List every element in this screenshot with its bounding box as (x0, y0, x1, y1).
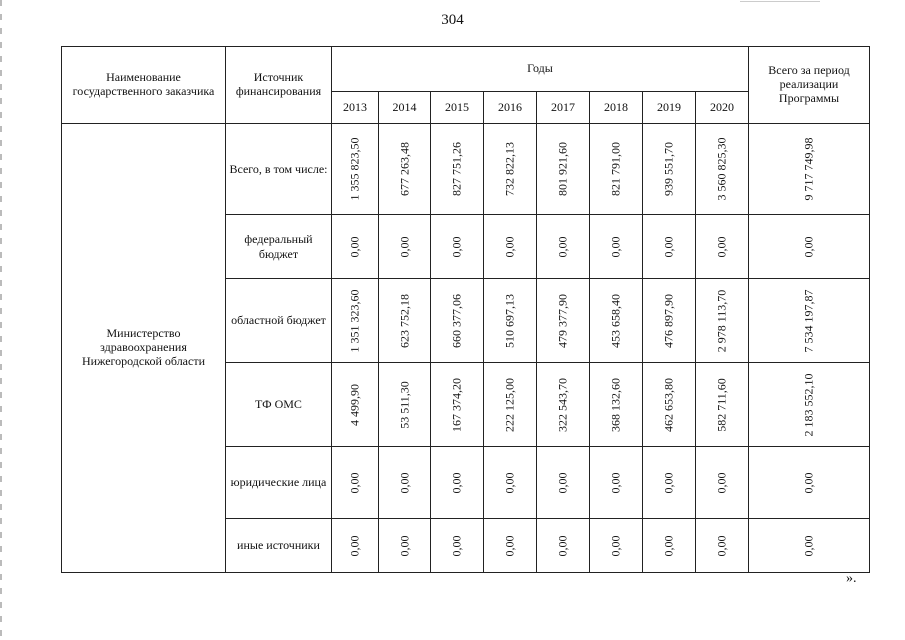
value-cell-2018 (590, 279, 643, 363)
value-text: 0,00 (449, 535, 464, 556)
value-cell-2015 (431, 215, 484, 279)
value-text: 368 132,60 (608, 377, 623, 432)
value-cell-2015 (431, 447, 484, 519)
value-text: 0,00 (449, 472, 464, 493)
value-text: 53 511,30 (397, 380, 411, 429)
value-text: 821 791,00 (608, 142, 623, 196)
value-cell-2014 (379, 519, 431, 573)
funding-source-cell: ТФ ОМС (226, 363, 332, 447)
value-cell-2014 (379, 124, 431, 215)
header-year-2015: 2015 (431, 92, 484, 124)
value-text: 476 897,90 (661, 293, 676, 348)
total-text: 0,00 (801, 472, 816, 493)
value-text: 0,00 (502, 472, 517, 493)
value-text: 623 752,18 (397, 293, 411, 348)
total-cell (749, 519, 870, 573)
value-cell-2015 (431, 519, 484, 573)
value-text: 3 560 825,30 (714, 137, 729, 201)
funding-source-cell: иные источники (226, 519, 332, 573)
value-cell-2017 (537, 363, 590, 447)
value-cell-2017 (537, 215, 590, 279)
value-text: 453 658,40 (608, 293, 623, 348)
value-cell-2013 (332, 215, 379, 279)
funding-source-cell: областной бюджет (226, 279, 332, 363)
value-text: 0,00 (502, 535, 517, 556)
value-cell-2013 (332, 519, 379, 573)
value-cell-2014 (379, 447, 431, 519)
value-cell-2018 (590, 447, 643, 519)
value-cell-2020 (696, 124, 749, 215)
value-text: 0,00 (502, 236, 517, 257)
value-cell-2016 (484, 519, 537, 573)
value-text: 0,00 (347, 535, 362, 556)
value-cell-2015 (431, 363, 484, 447)
header-year-2020: 2020 (696, 92, 749, 124)
value-cell-2019 (643, 215, 696, 279)
value-text: 0,00 (397, 236, 411, 257)
value-cell-2016 (484, 363, 537, 447)
value-text: 2 978 113,70 (714, 289, 729, 352)
total-cell (749, 447, 870, 519)
value-cell-2013 (332, 124, 379, 215)
total-cell (749, 215, 870, 279)
budget-table-wrapper (61, 46, 870, 573)
value-text: 827 751,26 (449, 142, 464, 196)
value-text: 1 355 823,50 (347, 137, 362, 201)
header-year-2017: 2017 (537, 92, 590, 124)
value-cell-2018 (590, 124, 643, 215)
value-text: 167 374,20 (449, 377, 464, 432)
value-cell-2016 (484, 447, 537, 519)
value-cell-2018 (590, 519, 643, 573)
funding-source-cell: федеральный бюджет (226, 215, 332, 279)
value-text: 222 125,00 (502, 377, 517, 432)
budget-table (61, 46, 870, 573)
header-source: Источник финансирования (226, 47, 332, 124)
header-year-2013: 2013 (332, 92, 379, 124)
value-cell-2017 (537, 447, 590, 519)
header-years-group: Годы (332, 47, 749, 92)
table-row (62, 124, 870, 215)
value-text: 0,00 (397, 535, 411, 556)
header-year-2016: 2016 (484, 92, 537, 124)
value-cell-2019 (643, 279, 696, 363)
value-text: 0,00 (661, 535, 676, 556)
value-text: 0,00 (397, 472, 411, 493)
value-text: 939 551,70 (661, 142, 676, 196)
scan-edge-left (0, 0, 2, 640)
total-text: 9 717 749,98 (801, 137, 816, 201)
value-cell-2014 (379, 363, 431, 447)
total-text: 0,00 (801, 236, 816, 257)
header-total: Всего за период реализации Программы (749, 47, 870, 124)
value-text: 0,00 (347, 472, 362, 493)
value-text: 322 543,70 (555, 377, 570, 432)
total-text: 0,00 (801, 535, 816, 556)
value-cell-2013 (332, 363, 379, 447)
header-customer: Наименование государственного заказчика (62, 47, 226, 124)
header-year-2018: 2018 (590, 92, 643, 124)
value-text: 660 377,06 (449, 293, 464, 348)
value-text: 0,00 (661, 236, 676, 257)
value-text: 677 263,48 (397, 142, 411, 196)
value-text: 0,00 (449, 236, 464, 257)
total-cell (749, 279, 870, 363)
total-text: 7 534 197,87 (801, 289, 816, 352)
value-cell-2014 (379, 215, 431, 279)
header-year-2014: 2014 (379, 92, 431, 124)
value-text: 732 822,13 (502, 142, 517, 196)
value-text: 0,00 (555, 472, 570, 493)
value-text: 0,00 (555, 535, 570, 556)
funding-source-cell: Всего, в том числе: (226, 124, 332, 215)
value-cell-2013 (332, 447, 379, 519)
value-text: 0,00 (714, 236, 729, 257)
value-cell-2017 (537, 124, 590, 215)
value-text: 510 697,13 (502, 293, 517, 348)
value-text: 0,00 (555, 236, 570, 257)
value-cell-2018 (590, 363, 643, 447)
value-cell-2015 (431, 279, 484, 363)
total-cell (749, 124, 870, 215)
value-text: 0,00 (347, 236, 362, 257)
value-text: 0,00 (714, 472, 729, 493)
value-cell-2019 (643, 519, 696, 573)
value-text: 0,00 (608, 236, 623, 257)
scan-edge-top (740, 1, 820, 2)
closing-quote-mark: ». (846, 571, 857, 586)
value-cell-2013 (332, 279, 379, 363)
value-text: 462 653,80 (661, 377, 676, 432)
value-cell-2014 (379, 279, 431, 363)
page-number: 304 (441, 12, 464, 28)
value-cell-2020 (696, 519, 749, 573)
funding-source-cell: юридические лица (226, 447, 332, 519)
value-cell-2019 (643, 363, 696, 447)
total-text: 2 183 552,10 (801, 373, 816, 436)
table-body (62, 124, 870, 573)
value-text: 4 499,90 (347, 383, 362, 426)
value-text: 0,00 (714, 535, 729, 556)
customer-name-cell: Министерство здравоохранения Нижегородской области (62, 124, 226, 573)
value-cell-2015 (431, 124, 484, 215)
value-text: 801 921,60 (555, 142, 570, 196)
value-cell-2016 (484, 279, 537, 363)
value-cell-2017 (537, 519, 590, 573)
value-cell-2017 (537, 279, 590, 363)
value-text: 0,00 (608, 472, 623, 493)
value-cell-2020 (696, 447, 749, 519)
header-year-2019: 2019 (643, 92, 696, 124)
value-cell-2019 (643, 124, 696, 215)
value-text: 0,00 (608, 535, 623, 556)
value-cell-2020 (696, 215, 749, 279)
value-cell-2016 (484, 215, 537, 279)
value-cell-2019 (643, 447, 696, 519)
total-cell (749, 363, 870, 447)
value-text: 1 351 323,60 (347, 289, 362, 352)
value-cell-2018 (590, 215, 643, 279)
value-cell-2020 (696, 363, 749, 447)
value-cell-2020 (696, 279, 749, 363)
value-text: 479 377,90 (555, 293, 570, 348)
value-cell-2016 (484, 124, 537, 215)
value-text: 0,00 (661, 472, 676, 493)
value-text: 582 711,60 (714, 377, 729, 432)
